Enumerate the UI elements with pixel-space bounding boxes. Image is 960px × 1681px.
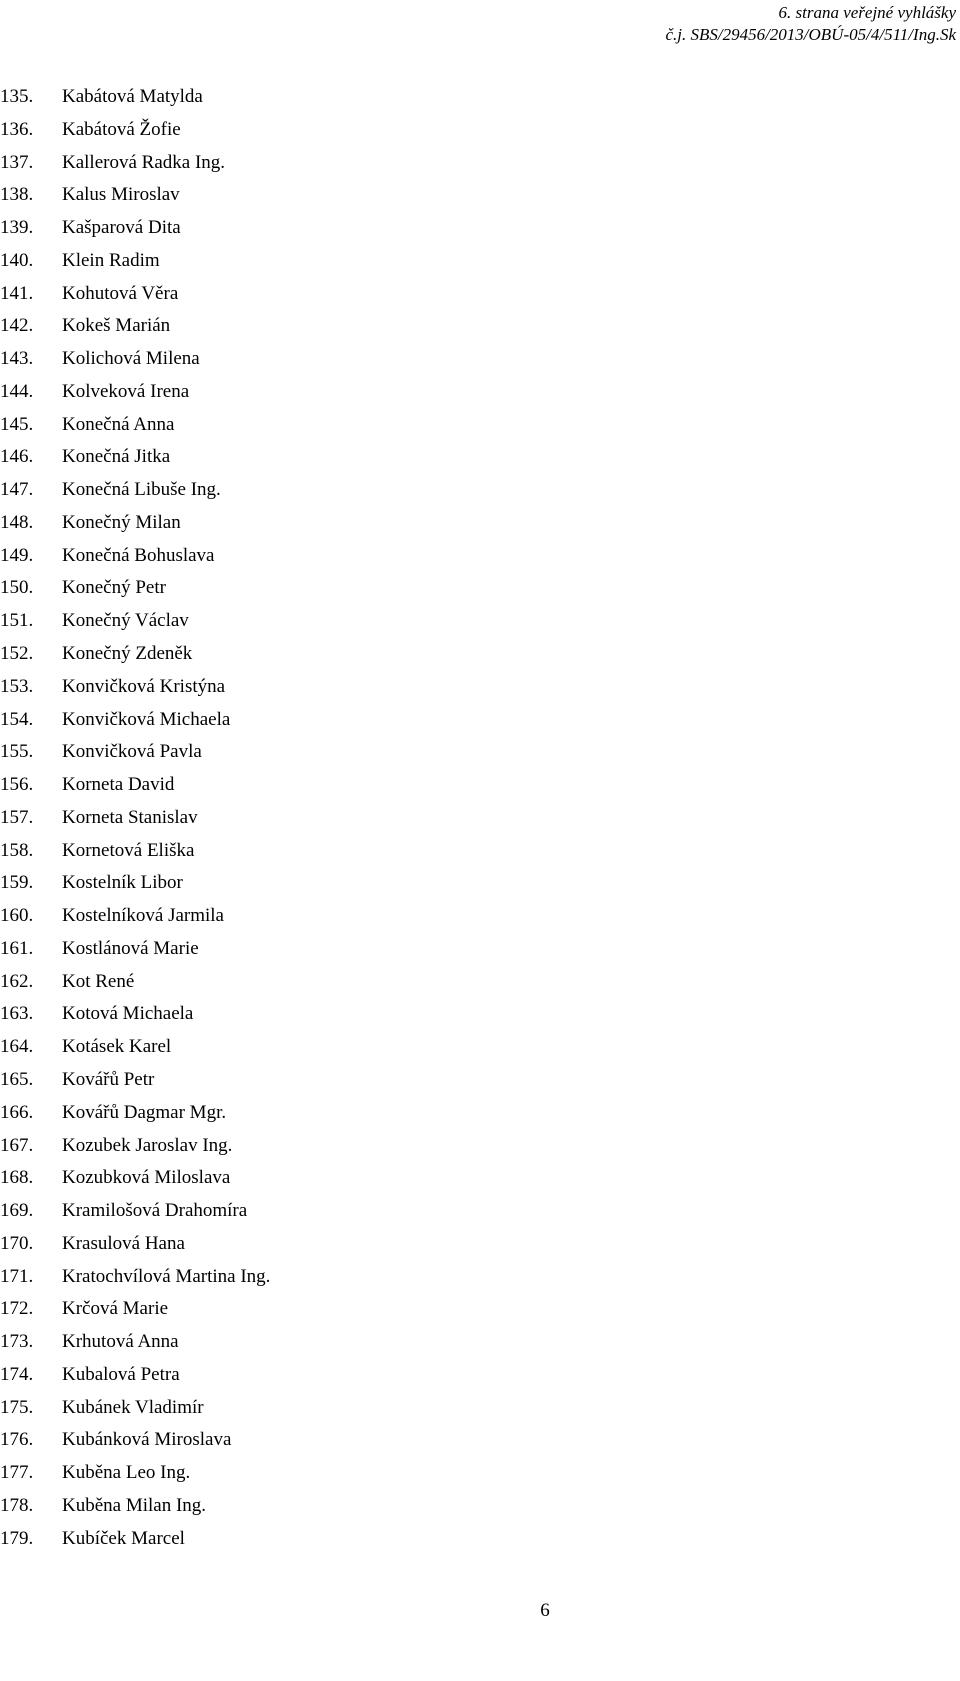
entry-name: Kašparová Dita	[62, 217, 181, 239]
entry-name: Konvičková Michaela	[62, 708, 231, 730]
entry-number: 171.	[0, 1265, 34, 1287]
header-reference-number: č.j. SBS/29456/2013/OBÚ-05/4/511/Ing.Sk	[665, 25, 956, 44]
entry-name: Krčová Marie	[62, 1298, 169, 1320]
entry-number: 176.	[0, 1429, 34, 1451]
entry-number: 163.	[0, 1003, 34, 1025]
list-item	[0, 540, 270, 573]
entry-number: 155.	[0, 741, 34, 763]
list-item	[0, 1424, 270, 1457]
entry-number: 144.	[0, 380, 34, 402]
entry-number: 150.	[0, 577, 34, 599]
entry-number: 162.	[0, 970, 34, 992]
list-item	[0, 179, 270, 212]
list-item	[0, 572, 270, 605]
entry-number: 179.	[0, 1527, 34, 1549]
entry-number: 167.	[0, 1134, 34, 1156]
entry-name: Kratochvílová Martina Ing.	[62, 1265, 271, 1287]
list-item	[0, 638, 270, 671]
entry-number: 140.	[0, 249, 34, 271]
page-header	[665, 2, 956, 46]
entry-number: 161.	[0, 937, 34, 959]
entry-name: Konečná Libuše Ing.	[62, 479, 221, 501]
list-item	[0, 966, 270, 999]
entry-name: Konečná Anna	[62, 413, 175, 435]
entry-number: 156.	[0, 774, 34, 796]
list-item	[0, 1523, 270, 1556]
entry-number: 169.	[0, 1200, 34, 1222]
entry-name: Kovářů Dagmar Mgr.	[62, 1101, 227, 1123]
entry-name: Kuběna Leo Ing.	[62, 1462, 191, 1484]
entry-name: Kabátová Žofie	[62, 118, 181, 140]
entry-name: Kozubek Jaroslav Ing.	[62, 1134, 233, 1156]
entry-name: Kozubková Miloslava	[62, 1167, 231, 1189]
entry-name: Kostelník Libor	[62, 872, 183, 894]
entry-name: Kostelníková Jarmila	[62, 905, 224, 927]
entry-name: Kostlánová Marie	[62, 937, 199, 959]
entry-name: Kornetová Eliška	[62, 839, 195, 861]
entry-number: 147.	[0, 479, 34, 501]
list-item	[0, 769, 270, 802]
entry-number: 160.	[0, 905, 34, 927]
list-item	[0, 1490, 270, 1523]
entry-name: Kabátová Matylda	[62, 86, 203, 107]
entry-name: Kubalová Petra	[62, 1363, 180, 1385]
list-item	[0, 376, 270, 409]
list-item	[0, 671, 270, 704]
list-item	[0, 900, 270, 933]
entry-number: 158.	[0, 839, 34, 861]
list-item	[0, 245, 270, 278]
list-item	[0, 1097, 270, 1130]
entry-name: Kubíček Marcel	[62, 1527, 185, 1549]
entry-name: Korneta David	[62, 774, 175, 796]
entry-name: Konečná Jitka	[62, 446, 171, 468]
entry-name: Korneta Stanislav	[62, 806, 198, 828]
entry-name: Kubánek Vladimír	[62, 1396, 204, 1418]
entry-number: 138.	[0, 184, 34, 206]
list-item	[0, 802, 270, 835]
entry-number: 166.	[0, 1101, 34, 1123]
list-item	[0, 1195, 270, 1228]
list-item	[0, 1031, 270, 1064]
entry-number: 153.	[0, 675, 34, 697]
list-item	[0, 1457, 270, 1490]
list-item	[0, 933, 270, 966]
entry-number: 172.	[0, 1298, 34, 1320]
entry-number: 159.	[0, 872, 34, 894]
list-item	[0, 998, 270, 1031]
name-list	[0, 81, 270, 1555]
list-item	[0, 1261, 270, 1294]
entry-name: Kokeš Marián	[62, 315, 171, 337]
list-item	[0, 1392, 270, 1425]
entry-name: Kovářů Petr	[62, 1068, 155, 1090]
entry-number: 164.	[0, 1036, 34, 1058]
list-item	[0, 704, 270, 737]
list-item	[0, 114, 270, 147]
list-item	[0, 474, 270, 507]
entry-number: 137.	[0, 151, 34, 173]
entry-number: 177.	[0, 1462, 34, 1484]
list-item	[0, 441, 270, 474]
entry-number: 135.	[0, 86, 34, 107]
list-item	[0, 278, 270, 311]
entry-name: Kalus Miroslav	[62, 184, 180, 206]
entry-name: Kallerová Radka Ing.	[62, 151, 226, 173]
list-item	[0, 835, 270, 868]
entry-number: 178.	[0, 1494, 34, 1516]
entry-number: 152.	[0, 643, 34, 665]
entry-number: 174.	[0, 1363, 34, 1385]
entry-name: Krasulová Hana	[62, 1232, 185, 1254]
entry-name: Kolveková Irena	[62, 380, 190, 402]
entry-number: 146.	[0, 446, 34, 468]
list-item	[0, 736, 270, 769]
page-number: 6	[540, 1600, 550, 1621]
entry-number: 149.	[0, 544, 34, 566]
list-item	[0, 1326, 270, 1359]
entry-number: 175.	[0, 1396, 34, 1418]
list-item	[0, 1130, 270, 1163]
entry-number: 168.	[0, 1167, 34, 1189]
list-item	[0, 147, 270, 180]
entry-number: 154.	[0, 708, 34, 730]
list-item	[0, 310, 270, 343]
list-item	[0, 1359, 270, 1392]
entry-number: 165.	[0, 1068, 34, 1090]
entry-name: Kubánková Miroslava	[62, 1429, 232, 1451]
list-item	[0, 409, 270, 442]
entry-name: Kolichová Milena	[62, 348, 200, 370]
entry-number: 136.	[0, 118, 34, 140]
entry-name: Kohutová Věra	[62, 282, 179, 304]
entry-name: Klein Radim	[62, 249, 160, 271]
entry-number: 141.	[0, 282, 34, 304]
entry-number: 170.	[0, 1232, 34, 1254]
list-item	[0, 1162, 270, 1195]
entry-name: Konečný Petr	[62, 577, 166, 599]
entry-name: Konečný Milan	[62, 511, 181, 533]
list-item	[0, 212, 270, 245]
entry-name: Krhutová Anna	[62, 1331, 179, 1353]
entry-number: 148.	[0, 511, 34, 533]
list-item	[0, 343, 270, 376]
entry-name: Kramilošová Drahomíra	[62, 1200, 248, 1222]
list-item	[0, 507, 270, 540]
entry-number: 157.	[0, 806, 34, 828]
entry-name: Kot René	[62, 970, 135, 992]
list-item	[0, 1064, 270, 1097]
header-document-page: 6. strana veřejné vyhlášky	[778, 3, 956, 22]
entry-name: Konvičková Kristýna	[62, 675, 226, 697]
entry-name: Konečný Václav	[62, 610, 189, 632]
entry-number: 143.	[0, 348, 34, 370]
entry-name: Konečný Zdeněk	[62, 643, 193, 665]
entry-number: 139.	[0, 217, 34, 239]
entry-number: 142.	[0, 315, 34, 337]
entry-name: Kotásek Karel	[62, 1036, 172, 1058]
list-item	[0, 81, 270, 114]
list-item	[0, 867, 270, 900]
entry-name: Konečná Bohuslava	[62, 544, 215, 566]
entry-name: Kuběna Milan Ing.	[62, 1494, 207, 1516]
list-item	[0, 1293, 270, 1326]
list-item	[0, 605, 270, 638]
list-item	[0, 1228, 270, 1261]
entry-number: 151.	[0, 610, 34, 632]
entry-name: Kotová Michaela	[62, 1003, 194, 1025]
entry-number: 173.	[0, 1331, 34, 1353]
entry-name: Konvičková Pavla	[62, 741, 202, 763]
entry-number: 145.	[0, 413, 34, 435]
